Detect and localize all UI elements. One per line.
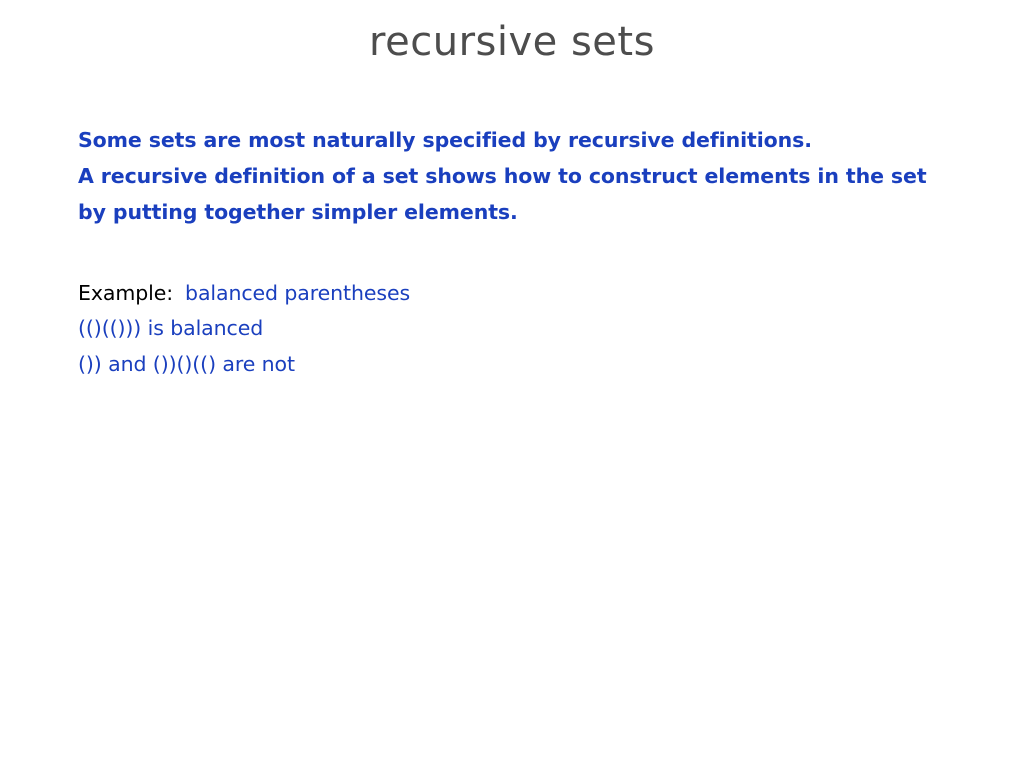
slide-body [78,122,958,382]
example-label: Example: [78,281,174,305]
paragraph-definition: A recursive definition of a set shows how to construct elements in the set by putting together simpler elements. [78,164,927,224]
body-spacer [78,230,958,276]
example-balanced-line: (()(())) is balanced [78,316,264,340]
example-value: balanced parentheses [185,281,411,305]
example-unbalanced-line: ()) and ())()(() are not [78,352,295,376]
example-heading [78,276,958,310]
paragraph-intro: Some sets are most naturally specified by recursive definitions. [78,128,812,152]
page-title: recursive sets [369,19,655,65]
